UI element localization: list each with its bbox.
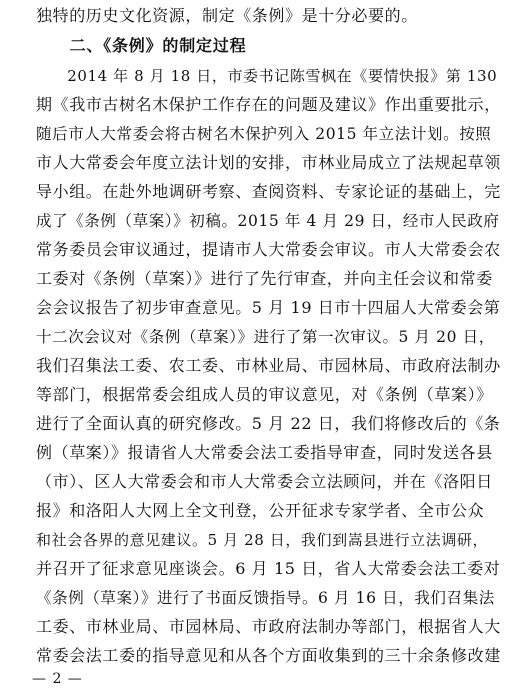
text-line: 我们召集法工委、农工委、市林业局、市园林局、市政府法制办 bbox=[36, 356, 501, 375]
text-line: 十二次会议对《条例（草案）》进行了第一次审议。5 月 20 日， bbox=[36, 328, 495, 346]
text-line: 市人大常委会年度立法计划的安排，市林业局成立了法规起草领 bbox=[36, 153, 501, 172]
text-line: 成了《条例（草案）》初稿。2015 年 4 月 29 日，经市人民政府 bbox=[36, 212, 500, 230]
text-line: 导小组。在赴外地调研考察、查阅资料、专家论证的基础上，完 bbox=[36, 182, 501, 201]
section-heading: 二、《条例》的制定过程 bbox=[36, 36, 247, 55]
text-line: 独特的历史文化资源，制定《条例》是十分必要的。 bbox=[36, 6, 418, 25]
text-line: 常委会法工委的指导意见和从各个方面收集到的三十余条修改建 bbox=[36, 646, 501, 665]
text-line: 和社会各界的意见建议。5 月 28 日，我们到嵩县进行立法调研， bbox=[36, 531, 489, 549]
text-line: 2014 年 8 月 18 日，市委书记陈雪枫在《要情快报》第 130 bbox=[36, 67, 498, 85]
page-number: — 2 — bbox=[32, 671, 83, 687]
text-line: 期《我市古树名木保护工作存在的问题及建议》作出重要批示， bbox=[36, 95, 501, 114]
text-line: 等部门，根据常委会组成人员的审议意见，对《条例（草案）》 bbox=[36, 385, 493, 404]
text-line: 随后市人大常委会将古树名木保护列入 2015 年立法计划。按照 bbox=[36, 125, 492, 143]
text-line: 报》和洛阳人大网上全文刊登，公开征求专家学者、全市公众 bbox=[36, 501, 485, 520]
text-line: 工委对《条例（草案）》进行了先行审查，并向主任会议和常委 bbox=[36, 269, 493, 288]
text-line: 并召开了征求意见座谈会。6 月 15 日，省人大常委会法工委对 bbox=[36, 559, 501, 578]
text-line: 会会议报告了初步审查意见。5 月 19 日市十四届人大常委会第 bbox=[36, 298, 501, 317]
text-line: 《条例（草案）》进行了书面反馈指导。6 月 16 日，我们召集法 bbox=[36, 589, 495, 607]
text-line: 工委、市林业局、市园林局、市政府法制办等部门，根据省人大 bbox=[36, 617, 501, 636]
text-line: 进行了全面认真的研究修改。5 月 22 日，我们将修改后的《条 bbox=[36, 414, 501, 433]
text-line: 例（草案）》报请省人大常委会法工委指导审查，同时发送各县 bbox=[36, 443, 493, 462]
text-line: （市）、区人大常委会和市人大常委会立法顾问，并在《洛阳日 bbox=[36, 472, 493, 491]
text-line: 常务委员会审议通过，提请市人大常委会审议。市人大常委会农 bbox=[36, 240, 501, 259]
